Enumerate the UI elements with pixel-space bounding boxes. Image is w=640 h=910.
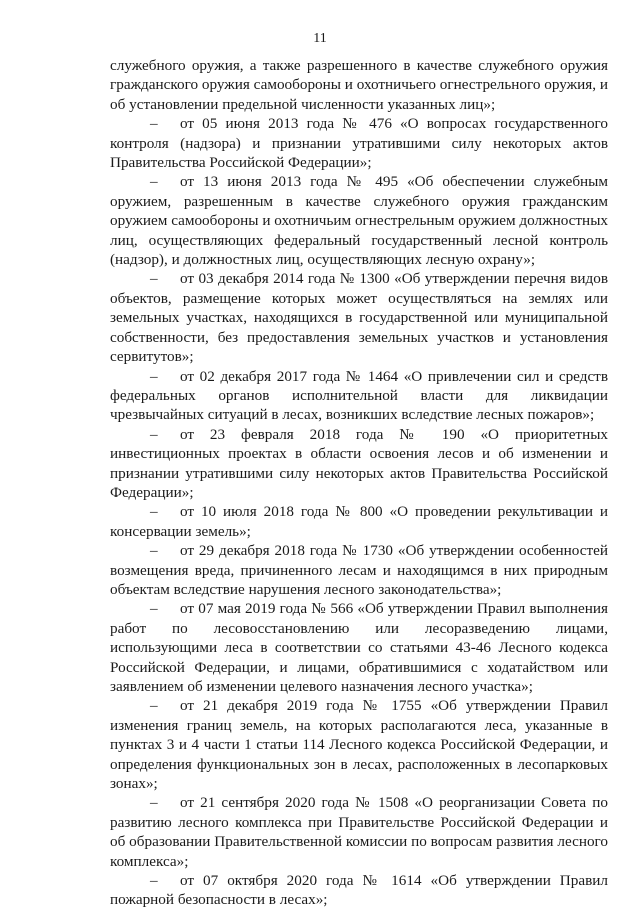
list-item <box>110 696 608 793</box>
list-item-text: от 21 сентября 2020 года № 1508 «О реорганизации Совета по развитию лесного комплекса при Правительстве Российской Федерации и об образовании Правительственной комиссии по вопросам развития лесного комплекса»; <box>110 794 608 870</box>
intro-paragraph: служебного оружия, а также разрешенного в качестве служебного оружия гражданского оружия самообороны и охотничьего огнестрельного оружия, и об установлении предельной численности указанных лиц»; <box>110 57 608 113</box>
list-item <box>110 599 608 696</box>
list-dash: – <box>150 697 158 715</box>
list-item-text: от 02 декабря 2017 года № 1464 «О привлечении сил и средств федеральных органов исполнительной власти для ликвидации чрезвычайных ситуаций в лесах, возникших вследствие лесных пожаров»; <box>110 367 608 424</box>
list-item-text: от 05 июня 2013 года № 476 «О вопросах государственного контроля (надзора) и признании утратившими силу некоторых актов Правительства Российской Федерации»; <box>110 115 608 172</box>
list-item-text: от 29 декабря 2018 года № 1730 «Об утверждении особенностей возмещения вреда, причиненного лесам и находящимся в них природным объектам вследствие нарушения лесного законодательства»; <box>110 542 608 598</box>
page-number: 11 <box>313 31 327 46</box>
list-item <box>110 541 608 599</box>
list-item <box>110 425 608 503</box>
list-item-text: от 03 декабря 2014 года № 1300 «Об утверждении перечня видов объектов, размещение которых может осуществляться на землях или земельных участках, находящихся в государственной или муниципальной собственности, без предоставления земельных участков и установления сервитутов»; <box>110 270 608 366</box>
list-dash: – <box>150 173 158 191</box>
list-dash: – <box>150 367 158 385</box>
list-item-text: от 13 июня 2013 года № 495 «Об обеспечении служебным оружием, разрешенным в качестве служебного оружия гражданским оружием самообороны и охотничьим огнестрельным оружием должностных лиц, осуществляющих федеральный государственный лесной контроль (надзор), и должностных лиц, осуществляющих лесную охрану»; <box>110 173 608 269</box>
list-dash: – <box>150 542 158 560</box>
list-item <box>110 114 608 172</box>
list-dash: – <box>150 872 158 890</box>
list-item-text: от 10 июля 2018 года № 800 «О проведении рекультивации и консервации земель»; <box>110 503 608 540</box>
list-item <box>110 793 608 871</box>
list-item-text: от 21 декабря 2019 года № 1755 «Об утверждении Правил изменения границ земель, на которых располагаются леса, указанные в пунктах 3 и 4 части 1 статьи 114 Лесного кодекса Российской Федерации, и определения функциональных зон в лесах, расположенных в лесопарковых зонах»; <box>110 697 608 793</box>
list-dash: – <box>150 503 158 521</box>
list-dash: – <box>150 425 158 443</box>
list-item-text: от 23 февраля 2018 года № 190 «О приоритетных инвестиционных проектах в области освоения лесов и об изменении и признании утратившими силу некоторых актов Правительства Российской Федерации»; <box>110 425 608 501</box>
list-item <box>110 172 608 269</box>
list-item <box>110 367 608 425</box>
list-item <box>110 871 608 910</box>
decree-list <box>110 114 608 910</box>
list-item-text: от 07 октября 2020 года № 1614 «Об утверждении Правил пожарной безопасности в лесах»; <box>110 872 608 909</box>
list-dash: – <box>150 270 158 288</box>
list-dash: – <box>150 115 158 133</box>
list-item-text: от 07 мая 2019 года № 566 «Об утверждении Правил выполнения работ по лесовосстановлению или лесоразведению лицами, использующими леса в соответствии со статьями 43-46 Лесного кодекса Российской Федерации, и лицами, обратившимися с ходатайством или заявлением об изменении целевого назначения лесного участка»; <box>110 600 608 695</box>
list-dash: – <box>150 794 158 812</box>
list-dash: – <box>150 600 158 618</box>
list-item <box>110 502 608 541</box>
document-body <box>110 56 608 910</box>
list-item <box>110 269 608 366</box>
